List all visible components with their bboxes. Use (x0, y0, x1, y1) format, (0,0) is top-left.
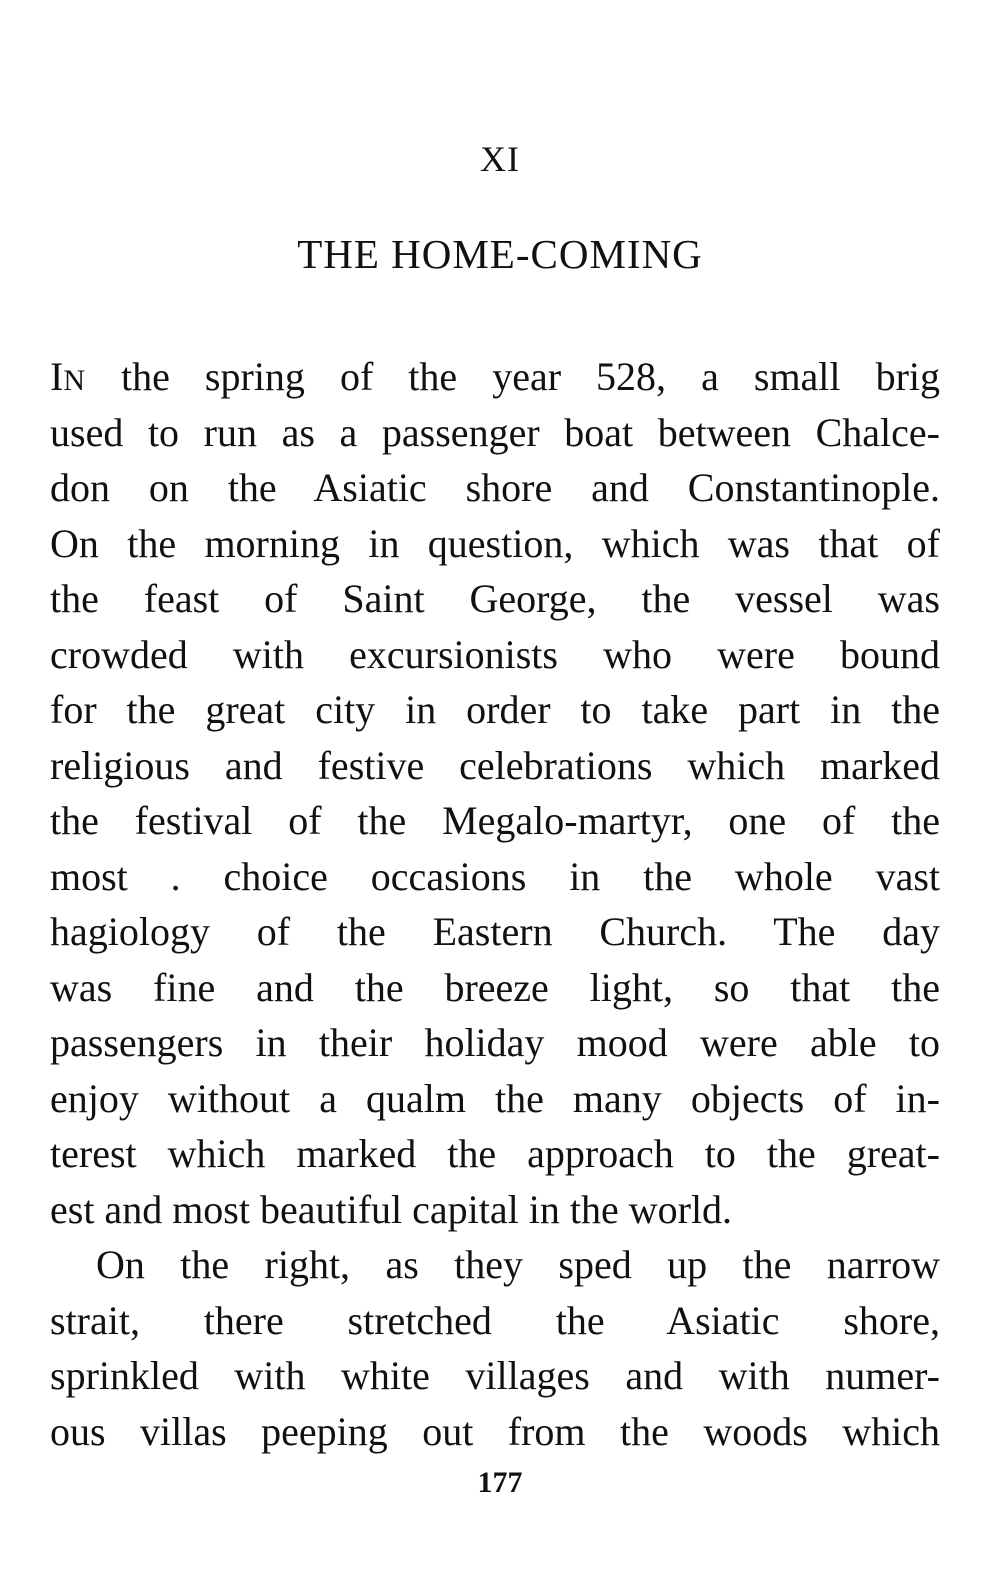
drop-cap: I (50, 354, 64, 399)
paragraph-2 (50, 1237, 940, 1459)
text-line: crowded with excursionists who were bound (50, 631, 940, 677)
text-line: On the right, as they sped up the narrow (96, 1242, 940, 1287)
small-cap: N (63, 364, 86, 397)
text-line: terest which marked the approach to the great- (50, 1131, 940, 1176)
text-line: used to run as a passenger boat between Chalce- (50, 409, 940, 455)
text-line: sprinkled with white villages and with numer- (50, 1353, 940, 1398)
text-line: passengers in their holiday mood were able to (50, 1020, 940, 1065)
text-line: est and most beautiful capital in the world. (50, 1186, 733, 1232)
text-line: ous villas peeping out from the woods which (50, 1408, 940, 1454)
text-line-content: the spring of the year 528, a small brig (86, 354, 940, 399)
text-line: On the morning in question, which was that of (50, 520, 940, 566)
text-line: the feast of Saint George, the vessel was (50, 576, 940, 621)
text-line: the festival of the Megalo-martyr, one of the (50, 798, 940, 843)
text-line: strait, there stretched the Asiatic shore, (50, 1297, 940, 1343)
text-line: was fine and the breeze light, so that the (50, 964, 940, 1010)
chapter-number: XI (480, 139, 520, 179)
text-line: religious and festive celebrations which marked (50, 742, 940, 788)
text-line: enjoy without a qualm the many objects of in- (50, 1075, 940, 1121)
body-text (50, 349, 940, 1459)
page-number: 177 (477, 1466, 523, 1499)
text-line: hagiology of the Eastern Church. The day (50, 909, 940, 954)
chapter-title: THE HOME-COMING (297, 231, 703, 277)
paragraph-1 (50, 349, 940, 1237)
text-line: don on the Asiatic shore and Constantinople. (50, 465, 940, 510)
text-line: for the great city in order to take part in the (50, 687, 940, 732)
text-line (50, 349, 940, 405)
text-line: most . choice occasions in the whole vast (50, 853, 940, 899)
